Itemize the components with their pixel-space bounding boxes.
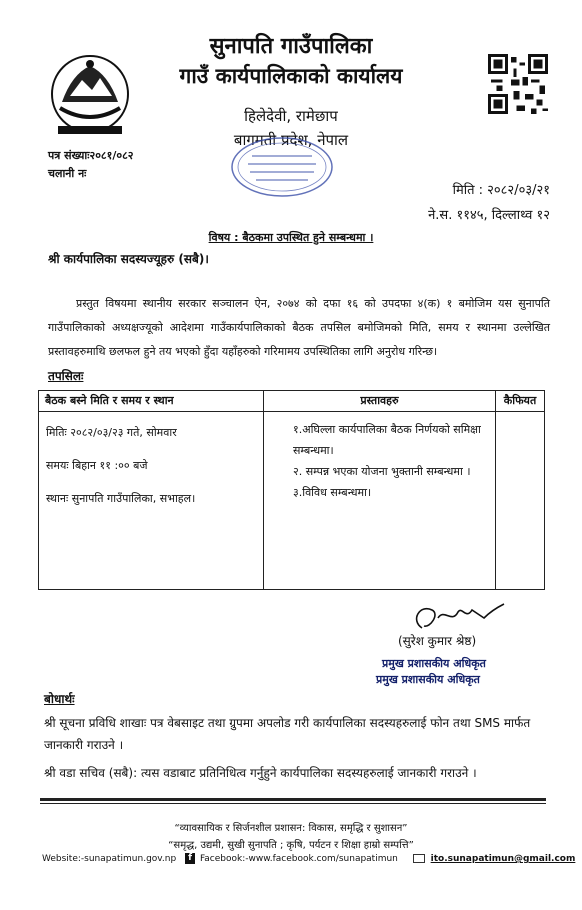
dispatch-number: चलानी नः	[48, 167, 87, 180]
nepal-sambat-date: ने.स. ११४५, दिल्लाथ्व १२	[428, 208, 550, 223]
column-header-date-time-place: बैठक बस्ने मिति र समय र स्थान	[39, 391, 264, 412]
addressee: श्री कार्यपालिका सदस्यज्यूहरु (सबै)।	[48, 252, 209, 266]
proposal-item: १.अघिल्ला कार्यपालिका बैठक निर्णयको समिक्षा सम्बन्धमा।	[293, 423, 481, 457]
org-name: सुनापति गाउँपालिका	[209, 34, 373, 59]
meeting-details-cell	[39, 412, 264, 590]
office-stamp	[226, 134, 338, 200]
meeting-date: मितिः २०८२/०३/२३ गते, सोमवार	[46, 426, 177, 439]
footer-divider-thin	[40, 803, 546, 804]
meeting-time: समयः बिहान ११ :०० बजे	[46, 459, 148, 472]
remarks-cell	[496, 412, 545, 590]
table-header-row	[39, 391, 545, 412]
subject-text: विषय : बैठकमा उपस्थित हुने सम्बन्धमा ।	[208, 231, 374, 244]
meeting-schedule-table	[38, 390, 545, 590]
footer-divider	[40, 798, 546, 801]
meeting-place: स्थानः सुनापति गाउँपालिका, सभाहल।	[46, 492, 196, 505]
office-name: गाउँ कार्यपालिकाको कार्यालय	[179, 64, 403, 88]
footer-facebook[interactable]: Facebook:-www.facebook.com/sunapatimun	[199, 854, 398, 864]
footer-email[interactable]: ito.sunapatimun@gmail.com	[430, 854, 576, 864]
reference-number: पत्र संख्याः२०८१/०८२	[48, 149, 134, 162]
tapasil-label: तपसिलः	[48, 369, 84, 383]
proposals-cell	[264, 412, 496, 590]
table-row	[39, 412, 545, 590]
address-line-1: हिलेदेवी, रामेछाप	[244, 107, 338, 125]
signatory-name: (सुरेश कुमार श्रेष्ठ)	[398, 634, 477, 648]
footer-website[interactable]: Website:-sunapatimun.gov.np	[42, 854, 177, 864]
signatory-post: प्रमुख प्रशासकीय अधिकृत	[382, 657, 486, 670]
column-header-remarks: कैफियत	[496, 391, 545, 412]
column-header-proposals: प्रस्तावहरु	[264, 391, 496, 412]
bodharth-item: श्री वडा सचिव (सबै): त्यस वडाबाट प्रतिनिधित्व गर्नुहुने कार्यपालिका सदस्यहरुलाई जानकारी गराउने ।	[44, 766, 477, 780]
subject-line	[0, 230, 582, 245]
signatory-seal-post: प्रमुख प्रशासकीय अधिकृत	[376, 673, 480, 686]
bodharth-label: बोधार्थः	[44, 692, 75, 706]
mail-icon	[413, 854, 425, 863]
address-line-2: बागमती प्रदेश, नेपाल	[233, 131, 349, 149]
letter-date: मिति : २०८२/०३/२१	[452, 183, 550, 198]
body-paragraph: प्रस्तुत विषयमा स्थानीय सरकार सञ्चालन ऐन, २०७४ को दफा १६ को उपदफा ४(क) १ बमोजिम यस सुनापति गाउँपालिकाको अध्यक्षज्यूको आदेशमा गाउँकार्यपालिकाको बैठक तपसिल बमोजिमको मिति, समय र स्थानमा उल्लेखित प्रस्तावहरुमाथि छलफल हुने तय भएको हुँदा यहाँहरुको गरिमामय उपस्थितिका लागि अनुरोध गरिन्छ।	[48, 297, 550, 358]
footer-slogan-2: “समृद्ध, उद्यमी, सुखी सुनापति ; कृषि, पर्यटन र शिक्षा हाम्रो सम्पत्ति”	[168, 840, 414, 851]
footer-slogan-1: “व्यावसायिक र सिर्जनशील प्रशासन: विकास, समृद्धि र सुशासन”	[174, 823, 408, 834]
proposal-item: ३.विविध सम्बन्धमा।	[293, 486, 372, 499]
footer-contact-line	[42, 853, 575, 864]
facebook-icon: f	[185, 853, 195, 864]
bodharth-item: श्री सूचना प्रविधि शाखाः पत्र वेबसाइट तथा ग्रुपमा अपलोड गरी कार्यपालिका सदस्यहरुलाई फोन तथा SMS मार्फत जानकारी गराउने ।	[44, 716, 531, 752]
proposal-item: २. सम्पन्न भएका योजना भुक्तानी सम्बन्धमा ।	[293, 465, 471, 478]
